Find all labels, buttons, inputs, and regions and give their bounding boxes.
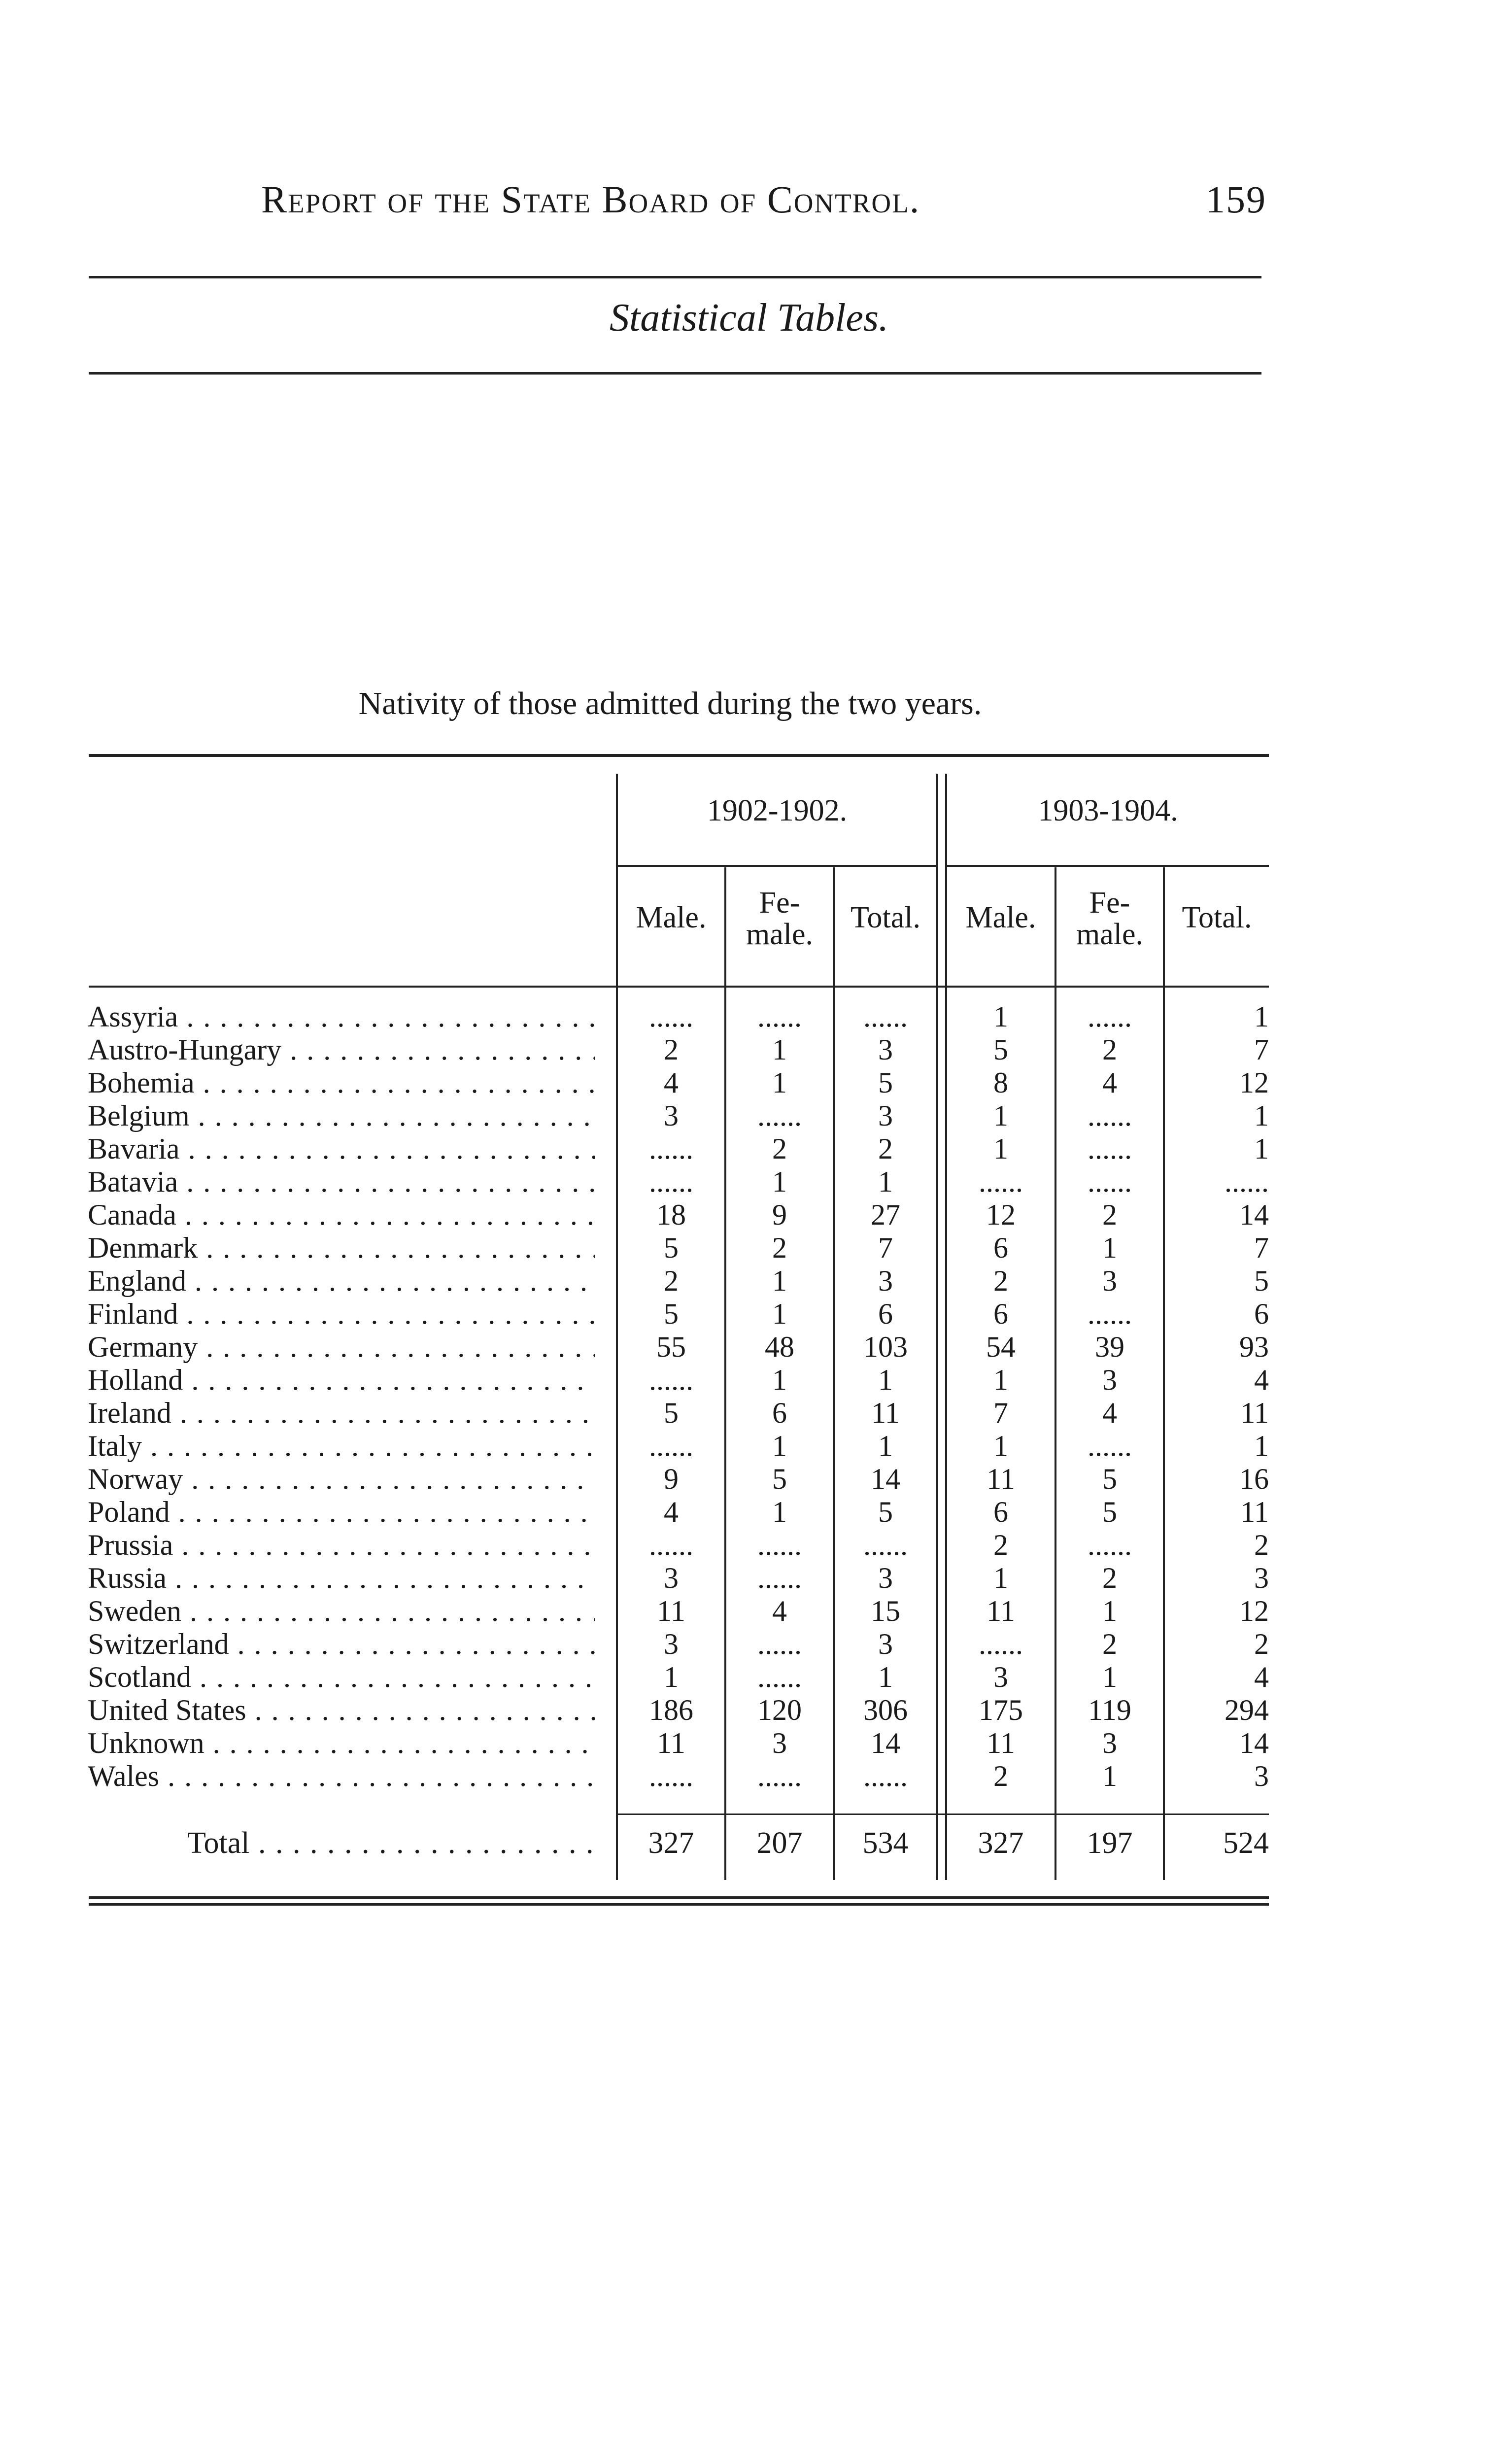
table-cell: ...... (863, 1529, 908, 1561)
table-cell: 9 (772, 1198, 787, 1231)
table-cell: 1 (993, 1000, 1008, 1033)
table-cell: 3 (1254, 1760, 1269, 1792)
table-cell: ...... (649, 1132, 693, 1165)
country-name: Italy . . . (88, 1430, 595, 1463)
table-cell: 120 (757, 1694, 802, 1726)
table-cell: ...... (649, 1430, 693, 1462)
table-cell: 6 (878, 1298, 893, 1330)
table-cell: 175 (979, 1694, 1023, 1726)
table-cell: 2 (1102, 1628, 1117, 1660)
country-name: Ireland . . . (88, 1397, 595, 1430)
table-cell: 55 (656, 1331, 686, 1363)
table-cell: 3 (878, 1265, 893, 1297)
table-cell: 3 (1254, 1562, 1269, 1594)
table-cell: ...... (757, 1661, 802, 1693)
table-cell: 7 (993, 1397, 1008, 1429)
subtitle-rule (89, 372, 1261, 375)
table-row (0, 1364, 1498, 1397)
table-cell: 3 (664, 1628, 679, 1660)
table-cell: 7 (878, 1232, 893, 1264)
table-cell: 16 (1239, 1463, 1269, 1495)
table-row (0, 1198, 1498, 1232)
table-cell: 11 (987, 1595, 1015, 1627)
table-cell: 5 (772, 1463, 787, 1495)
table-cell: 1 (772, 1033, 787, 1066)
table-cell: 4 (1102, 1066, 1117, 1099)
table-cell: 11 (987, 1463, 1015, 1495)
table-cell: 1 (1102, 1595, 1117, 1627)
group-rule (945, 865, 1269, 867)
country-name: Canada . . . (88, 1198, 595, 1232)
table-row (0, 1661, 1498, 1694)
table-cell: 15 (871, 1595, 900, 1627)
col-head-female: Fe- male. (1076, 886, 1143, 951)
table-cell: 306 (863, 1694, 908, 1726)
table-cell: 27 (871, 1198, 900, 1231)
table-cell: 2 (993, 1265, 1008, 1297)
country-name: Sweden . . . (88, 1595, 595, 1628)
table-cell: 3 (1102, 1364, 1117, 1396)
table-row (0, 1397, 1498, 1430)
table-cell: ...... (757, 1529, 802, 1561)
table-row (0, 1595, 1498, 1628)
country-name: Switzerland . . . (88, 1628, 595, 1661)
table-row (0, 1033, 1498, 1066)
table-cell: 1 (878, 1165, 893, 1198)
table-cell: 186 (649, 1694, 693, 1726)
table-bottom-rule (89, 1903, 1269, 1906)
table-cell: 3 (772, 1727, 787, 1759)
table-cell: 6 (772, 1397, 787, 1429)
table-cell: 1 (993, 1099, 1008, 1132)
col-head-female: Fe- male. (746, 886, 813, 951)
table-cell: 4 (1254, 1661, 1269, 1693)
country-name: Belgium . . . (88, 1099, 595, 1132)
col-head-male: Male. (965, 901, 1036, 934)
country-name: Russia . . . (88, 1562, 595, 1595)
table-cell: 7 (1254, 1232, 1269, 1264)
table-cell: 3 (878, 1033, 893, 1066)
table-cell: 1 (772, 1496, 787, 1528)
country-name: Poland . . . (88, 1496, 595, 1529)
table-cell: ...... (1088, 1430, 1132, 1462)
group-heading-1902: 1902-1902. (707, 794, 848, 827)
table-cell: 5 (1102, 1463, 1117, 1495)
table-cell: ...... (757, 1099, 802, 1132)
col-head-total: Total. (850, 901, 920, 934)
table-cell: 1 (1102, 1661, 1117, 1693)
table-row (0, 1132, 1498, 1165)
table-cell: 1 (1102, 1232, 1117, 1264)
table-cell: 9 (664, 1463, 679, 1495)
table-cell: ...... (757, 1760, 802, 1792)
table-cell: 3 (878, 1562, 893, 1594)
table-cell: 6 (993, 1232, 1008, 1264)
table-cell: 1 (772, 1298, 787, 1330)
country-name: Norway . . . (88, 1463, 595, 1496)
table-cell: 11 (1240, 1397, 1269, 1429)
table-cell: 1 (878, 1661, 893, 1693)
table-cell: 14 (871, 1727, 900, 1759)
table-cell: 1 (1254, 1132, 1269, 1165)
table-cell: 3 (664, 1562, 679, 1594)
country-name: Wales . . . (88, 1760, 595, 1793)
table-cell: 3 (1102, 1727, 1117, 1759)
country-name: Bavaria . . . (88, 1132, 595, 1165)
total-label: Total . . . (187, 1823, 596, 1863)
country-name: Finland . . . (88, 1298, 595, 1331)
table-cell: ...... (649, 1760, 693, 1792)
table-bottom-rule (89, 1896, 1269, 1899)
country-name: Prussia . . . (88, 1529, 595, 1562)
table-cell: 1 (772, 1364, 787, 1396)
table-cell: ...... (649, 1165, 693, 1198)
table-cell: ...... (1088, 1165, 1132, 1198)
table-cell: 2 (1102, 1562, 1117, 1594)
table-cell: 5 (664, 1298, 679, 1330)
table-cell: 2 (772, 1232, 787, 1264)
table-cell: 1 (1102, 1760, 1117, 1792)
table-cell: 4 (664, 1496, 679, 1528)
table-cell: 11 (871, 1397, 900, 1429)
table-cell: 18 (656, 1198, 686, 1231)
table-cell: 2 (993, 1529, 1008, 1561)
table-cell: ...... (1088, 1529, 1132, 1561)
table-cell: ...... (863, 1760, 908, 1792)
table-row (0, 1727, 1498, 1760)
table-cell: 1 (878, 1430, 893, 1462)
table-cell: 2 (878, 1132, 893, 1165)
table-row (0, 1430, 1498, 1463)
table-cell: 5 (878, 1496, 893, 1528)
table-cell: 1 (772, 1430, 787, 1462)
table-cell: 3 (664, 1099, 679, 1132)
table-cell: 119 (1088, 1694, 1131, 1726)
table-cell: 12 (1239, 1066, 1269, 1099)
table-cell: ...... (757, 1628, 802, 1660)
table-cell: 2 (993, 1760, 1008, 1792)
table-cell: ...... (649, 1000, 693, 1033)
table-cell: 5 (664, 1397, 679, 1429)
country-name: Scotland . . . (88, 1661, 595, 1694)
table-cell: 1 (993, 1562, 1008, 1594)
table-row (0, 1463, 1498, 1496)
table-cell: 5 (664, 1232, 679, 1264)
country-name: Unknown . . . (88, 1727, 595, 1760)
table-cell: 7 (1254, 1033, 1269, 1066)
table-cell: ...... (1088, 1000, 1132, 1033)
table-cell: 327 (978, 1826, 1024, 1860)
table-cell: 2 (1102, 1033, 1117, 1066)
country-name: Germany . . . (88, 1331, 595, 1364)
table-cell: ...... (649, 1364, 693, 1396)
table-cell: 8 (993, 1066, 1008, 1099)
col-head-total: Total. (1182, 901, 1252, 934)
page-number: 159 (1206, 178, 1266, 221)
report-title: Report of the State Board of Control. (261, 178, 920, 221)
table-cell: 2 (1254, 1628, 1269, 1660)
table-cell: 12 (1239, 1595, 1269, 1627)
table-cell: 6 (993, 1298, 1008, 1330)
country-name: Austro-Hungary . . . (88, 1033, 595, 1066)
table-cell: 534 (862, 1826, 909, 1860)
table-cell: 1 (772, 1265, 787, 1297)
table-row (0, 1628, 1498, 1661)
table-cell: 54 (986, 1331, 1016, 1363)
table-cell: 6 (1254, 1298, 1269, 1330)
table-cell: 11 (657, 1595, 685, 1627)
table-cell: 3 (878, 1628, 893, 1660)
table-cell: 2 (664, 1265, 679, 1297)
table-row (0, 1000, 1498, 1033)
total-rule (616, 1814, 1269, 1815)
table-cell: 2 (772, 1132, 787, 1165)
table-cell: 197 (1087, 1826, 1133, 1860)
table-cell: 207 (756, 1826, 803, 1860)
table-cell: 12 (986, 1198, 1016, 1231)
group-rule (616, 865, 936, 867)
table-cell: ...... (1088, 1298, 1132, 1330)
header-bottom-rule (89, 986, 1269, 988)
table-row (0, 1066, 1498, 1099)
table-row (0, 1331, 1498, 1364)
table-cell: 1 (1254, 1000, 1269, 1033)
table-cell: 1 (993, 1132, 1008, 1165)
country-name: Denmark . . . (88, 1232, 595, 1265)
table-cell: 11 (1240, 1496, 1269, 1528)
table-cell: ...... (1088, 1099, 1132, 1132)
table-row (0, 1562, 1498, 1595)
table-row (0, 1496, 1498, 1529)
table-cell: 524 (1223, 1826, 1269, 1860)
table-cell: 3 (1102, 1265, 1117, 1297)
table-cell: 1 (878, 1364, 893, 1396)
table-cell: 1 (772, 1165, 787, 1198)
country-name: Bohemia . . . (88, 1066, 595, 1099)
table-cell: 1 (772, 1066, 787, 1099)
table-cell: 2 (1254, 1529, 1269, 1561)
table-cell: 11 (987, 1727, 1015, 1759)
table-cell: ...... (1225, 1165, 1269, 1198)
table-cell: 6 (993, 1496, 1008, 1528)
table-cell: 4 (772, 1595, 787, 1627)
table-cell: 93 (1239, 1331, 1269, 1363)
table-cell: ...... (757, 1000, 802, 1033)
table-cell: 5 (1254, 1265, 1269, 1297)
table-cell: 1 (993, 1364, 1008, 1396)
table-caption: Nativity of those admitted during the two years. (358, 685, 982, 721)
total-row (0, 1823, 1498, 1863)
col-head-male: Male. (636, 901, 707, 934)
section-subtitle: Statistical Tables. (609, 296, 888, 340)
table-cell: 4 (664, 1066, 679, 1099)
table-row (0, 1265, 1498, 1298)
country-name: Holland . . . (88, 1364, 595, 1397)
table-cell: 3 (878, 1099, 893, 1132)
table-cell: ...... (979, 1628, 1023, 1660)
table-cell: 1 (1254, 1099, 1269, 1132)
table-cell: 1 (993, 1430, 1008, 1462)
table-cell: 4 (1254, 1364, 1269, 1396)
table-cell: 5 (1102, 1496, 1117, 1528)
table-cell: 2 (1102, 1198, 1117, 1231)
header-rule (89, 276, 1261, 278)
table-cell: 48 (765, 1331, 794, 1363)
table-row (0, 1165, 1498, 1198)
table-row (0, 1694, 1498, 1727)
table-cell: 39 (1095, 1331, 1124, 1363)
table-cell: 5 (878, 1066, 893, 1099)
table-top-rule (89, 754, 1269, 757)
table-cell: 14 (1239, 1198, 1269, 1231)
country-name: United States . . . (88, 1694, 595, 1727)
table-cell: 103 (863, 1331, 908, 1363)
table-row (0, 1529, 1498, 1562)
table-cell: ...... (863, 1000, 908, 1033)
table-cell: 1 (1254, 1430, 1269, 1462)
table-cell: 4 (1102, 1397, 1117, 1429)
country-name: Batavia . . . (88, 1165, 595, 1198)
table-row (0, 1760, 1498, 1793)
table-cell: 14 (871, 1463, 900, 1495)
running-header (261, 177, 1266, 227)
country-name: Assyria . . . (88, 1000, 595, 1033)
country-name: England . . . (88, 1265, 595, 1298)
table-cell: ...... (1088, 1132, 1132, 1165)
table-cell: 2 (664, 1033, 679, 1066)
group-heading-1903: 1903-1904. (1038, 794, 1178, 827)
table-cell: 3 (993, 1661, 1008, 1693)
table-cell: 327 (648, 1826, 694, 1860)
table-cell: 5 (993, 1033, 1008, 1066)
table-cell: 11 (657, 1727, 685, 1759)
table-cell: 294 (1225, 1694, 1269, 1726)
table-cell: 1 (664, 1661, 679, 1693)
table-cell: ...... (979, 1165, 1023, 1198)
table-row (0, 1099, 1498, 1132)
table-cell: ...... (757, 1562, 802, 1594)
table-row (0, 1298, 1498, 1331)
table-cell: 14 (1239, 1727, 1269, 1759)
table-cell: ...... (649, 1529, 693, 1561)
table-row (0, 1232, 1498, 1265)
